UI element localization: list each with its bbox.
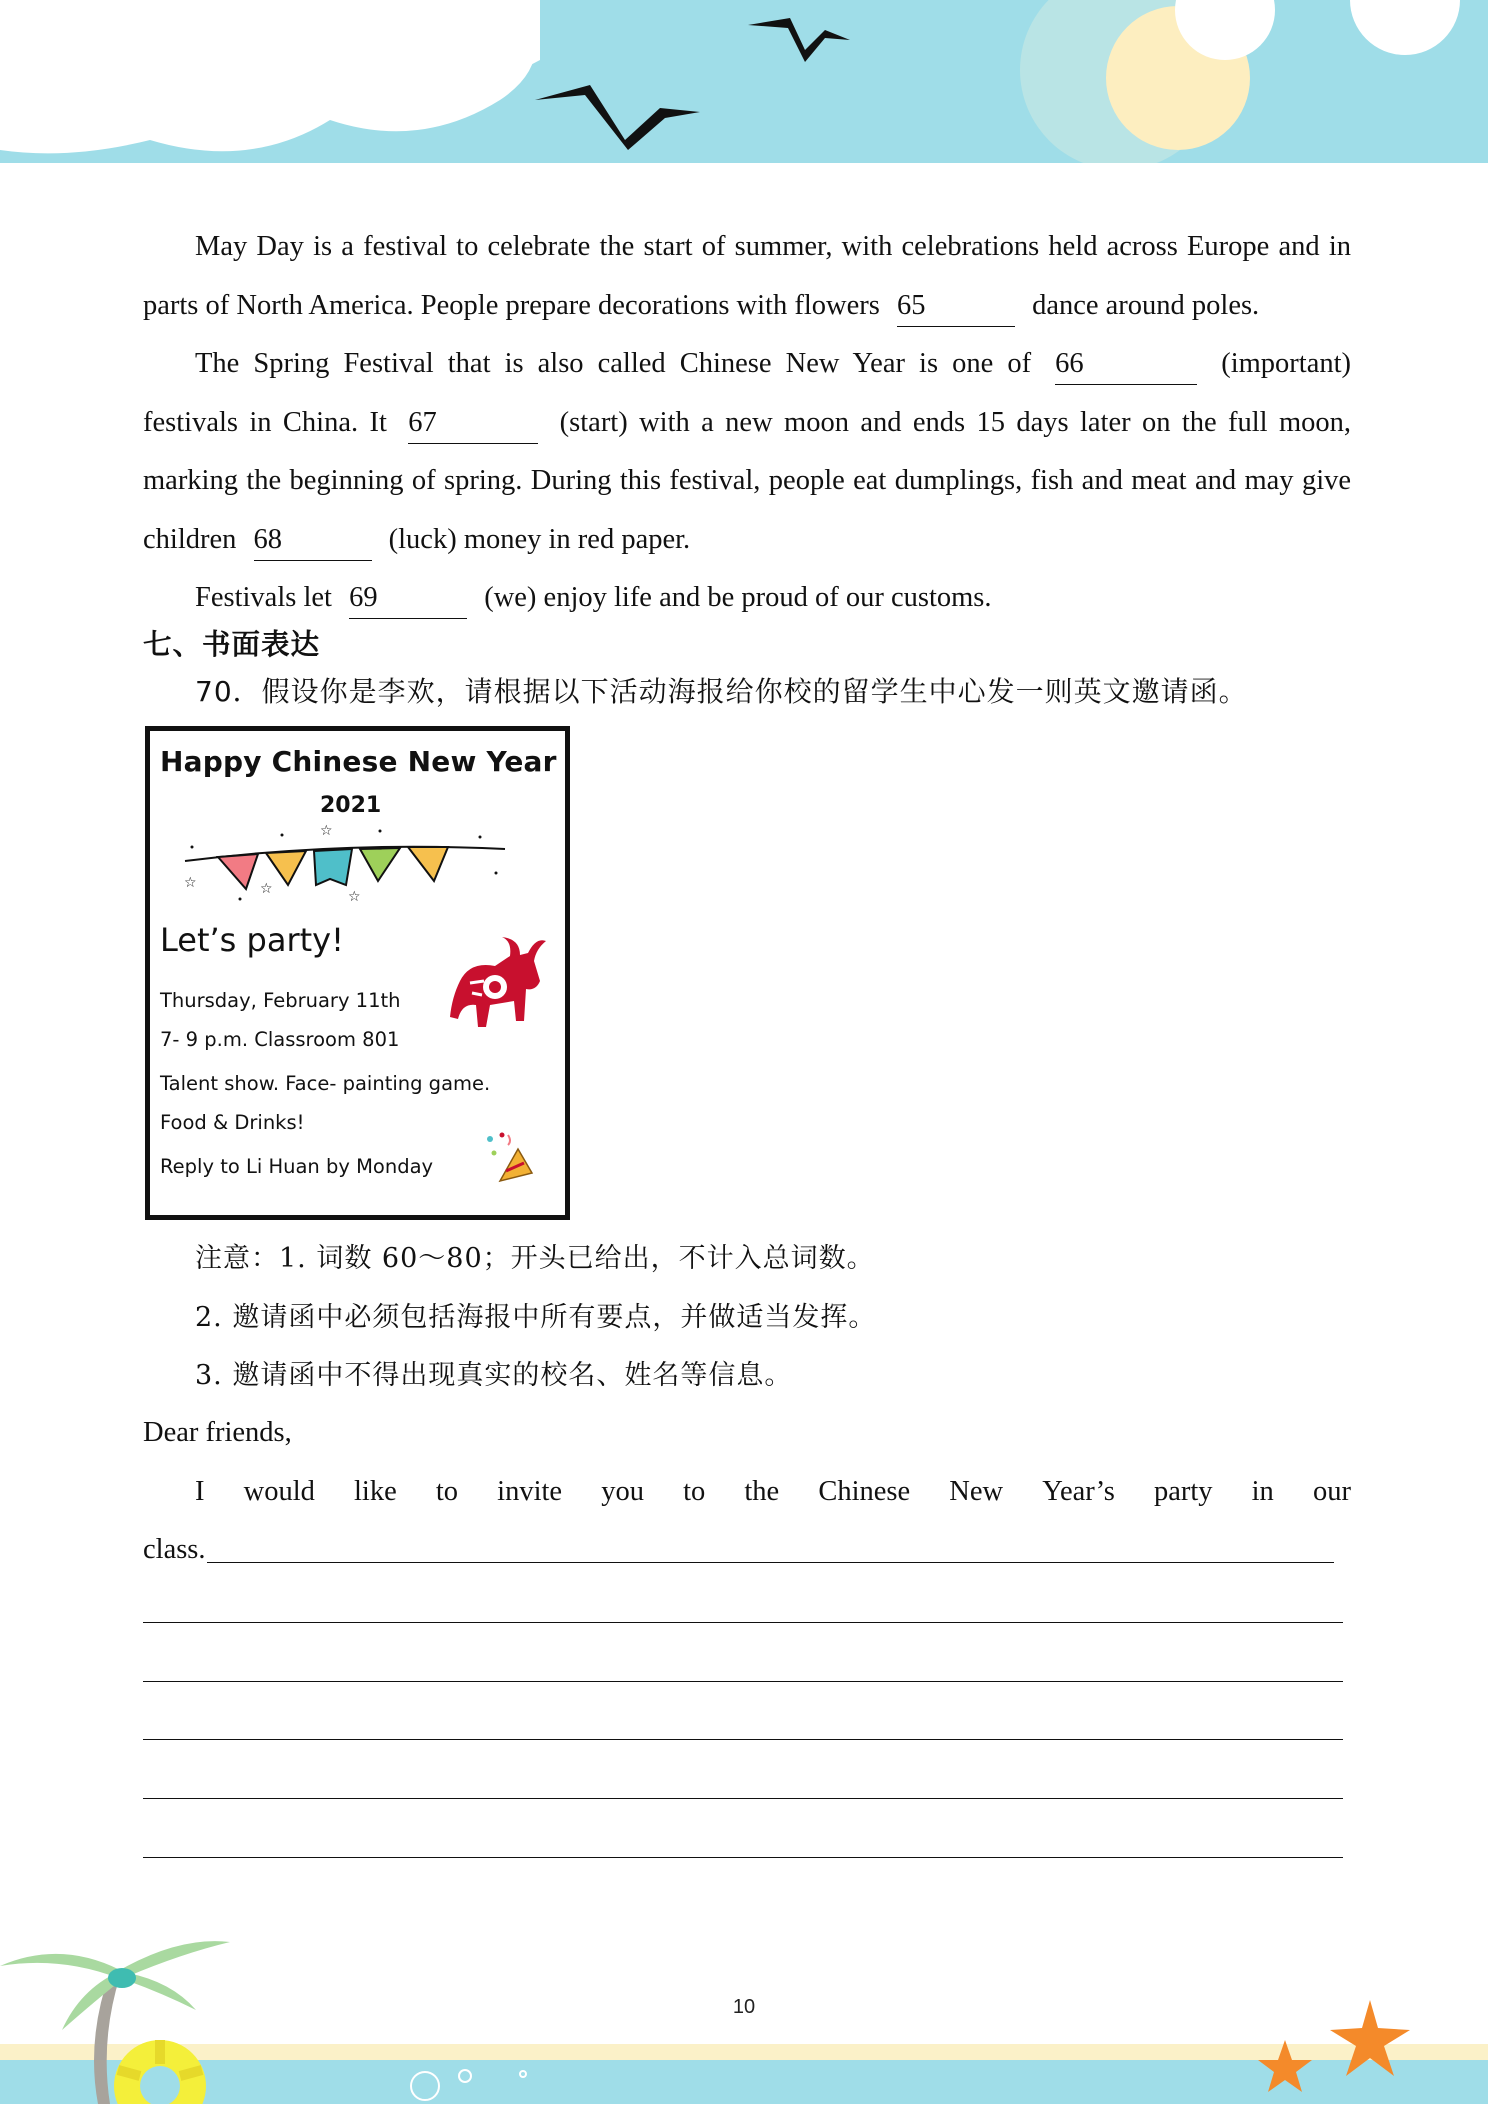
text: (start) with a new moon and ends 15 days later on the full moon, (559, 406, 1352, 438)
word: the (744, 1475, 780, 1507)
blank-69: 69 (349, 578, 467, 619)
blank-67: 67 (408, 403, 538, 444)
writing-line[interactable] (143, 1681, 1343, 1682)
blank-68: 68 (254, 520, 372, 561)
blank-66: 66 (1055, 344, 1197, 385)
letter-greeting: Dear friends, (143, 1417, 292, 1448)
text: give children (143, 465, 1352, 555)
poster-reply: Reply to Li Huan by Monday (160, 1155, 434, 1178)
paragraph-festivals (143, 569, 1351, 628)
svg-text:☆: ☆ (184, 875, 197, 891)
ox-icon (440, 931, 550, 1041)
section-title: 七、书面表达 (143, 628, 321, 661)
blank-65: 65 (897, 286, 1015, 327)
writing-line[interactable] (207, 1562, 1334, 1563)
paragraph-may-day (143, 218, 1351, 335)
cloze-passage (143, 218, 1351, 628)
word: you (601, 1475, 644, 1507)
event-poster (145, 726, 570, 1220)
word: invite (497, 1475, 563, 1507)
bunting-icon (180, 821, 510, 901)
text: May Day is a festival to celebrate the start of summer, with celebrations held across Europe and (195, 231, 1320, 262)
word: Year’s (1042, 1475, 1115, 1507)
header-decoration (0, 0, 1488, 170)
poster-food: Food & Drinks! (160, 1111, 305, 1134)
writing-line[interactable] (143, 1739, 1343, 1740)
word: Chinese (818, 1475, 911, 1507)
writing-line[interactable] (143, 1857, 1343, 1858)
text: in parts of North America. People prepare decorations with flowers (143, 231, 1352, 321)
word: our (1312, 1475, 1351, 1507)
word: to (435, 1475, 459, 1507)
invite-sentence (143, 1463, 1351, 1522)
text: festivals in China. It (143, 406, 387, 438)
poster-title: Happy Chinese New Year (160, 745, 557, 778)
class-word: class. (143, 1534, 206, 1565)
poster-party-heading: Let’s party! (160, 921, 344, 959)
footer-decoration (0, 1920, 1488, 2104)
note-3: 3. 邀请函中不得出现真实的校名、姓名等信息。 (195, 1360, 793, 1391)
writing-line[interactable] (143, 1798, 1343, 1799)
text: dance around poles. (1032, 289, 1260, 321)
word: New (949, 1475, 1004, 1507)
svg-text:☆: ☆ (348, 889, 361, 901)
writing-line[interactable] (143, 1622, 1343, 1623)
text: (important) (1221, 348, 1352, 379)
poster-activities: Talent show. Face- painting game. (160, 1072, 491, 1095)
poster-year: 2021 (320, 793, 382, 818)
word: to (683, 1475, 706, 1507)
letter-template (143, 1404, 1351, 1580)
page-number: 10 (732, 1996, 756, 2018)
text: marking the beginning of spring. During this festival, people eat dumplings, fish and meat and may (143, 465, 1294, 496)
word: in (1251, 1475, 1274, 1507)
text: The Spring Festival that is also called Chinese New Year is one of (195, 348, 1032, 379)
note-2: 2. 邀请函中必须包括海报中所有要点，并做适当发挥。 (195, 1301, 877, 1333)
word: would (243, 1475, 315, 1507)
paragraph-spring-festival (143, 335, 1351, 569)
text: Festivals let (195, 582, 332, 613)
writing-notes (195, 1230, 876, 1406)
word: like (354, 1475, 397, 1507)
text: (luck) money in red paper. (388, 523, 691, 555)
task-instruction: 70．假设你是李欢，请根据以下活动海报给你校的留学生中心发一则英文邀请函。 (195, 675, 1248, 708)
party-popper-icon (480, 1129, 540, 1189)
text: (we) enjoy life and be proud of our customs. (484, 582, 992, 613)
svg-text:☆: ☆ (320, 823, 333, 839)
poster-time-place: 7- 9 p.m. Classroom 801 (160, 1028, 400, 1051)
note-1: 注意：1. 词数 60～80；开头已给出，不计入总词数。 (195, 1243, 875, 1274)
poster-date: Thursday, February 11th (160, 989, 401, 1012)
word: party (1153, 1475, 1213, 1507)
svg-text:☆: ☆ (260, 881, 273, 897)
word: I (195, 1475, 205, 1507)
